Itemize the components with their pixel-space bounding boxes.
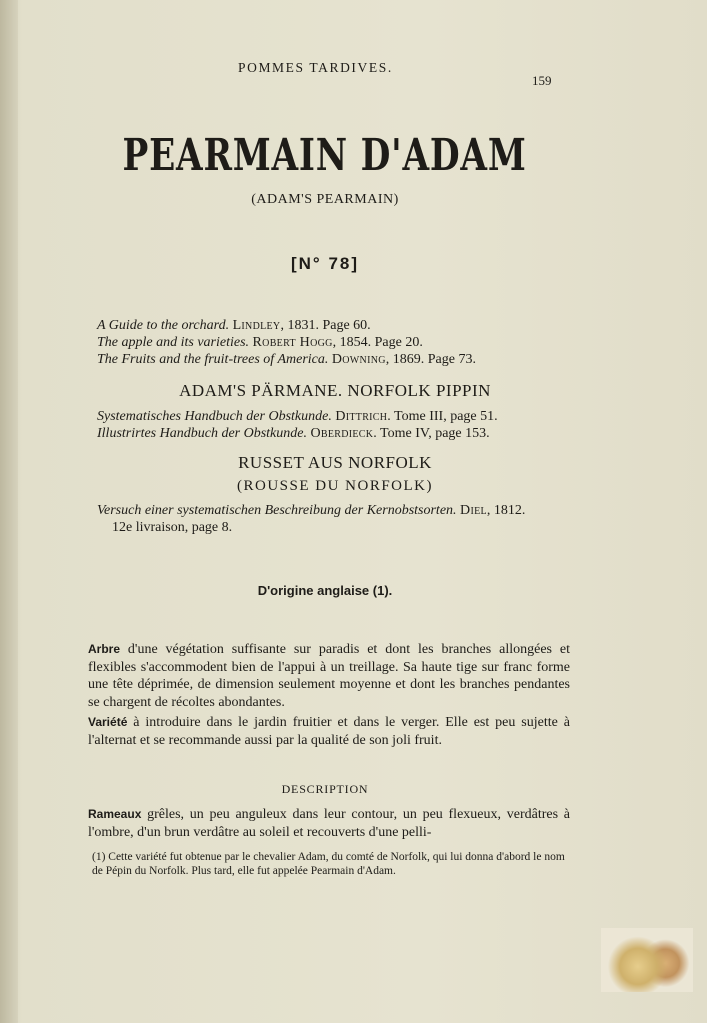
reference-line [97,409,498,425]
origin-heading: D'origine anglaise (1). [257,583,393,598]
reference-author: Dittrich [335,409,388,424]
paragraph-lead: Arbre [88,642,121,656]
page-number: 159 [532,73,552,88]
reference-rest: , 1831. Page 60. [280,318,371,333]
synonym-heading: ADAM'S PÄRMANE. NORFOLK PIPPIN [179,381,491,400]
synonym-subheading: (ROUSSE DU NORFOLK) [236,478,433,494]
page-subtitle: (ADAM'S PEARMAIN) [251,192,399,207]
paragraph-lead: Rameaux [88,807,142,821]
reference-line [97,503,525,519]
reference-author: Oberdieck [310,426,374,441]
variety-number: [N° 78] [290,254,360,273]
page-title: PEARMAIN D'ADAM [122,130,527,181]
reference-title: The apple and its varieties. [97,335,250,350]
reference-line-continued: 12e livraison, page 8. [112,520,233,535]
reference-line [97,426,490,442]
footnote: (1) Cette variété fut obtenue par le chevalier Adam, du comté de Norfolk, qui lui donna d'abord le nom de Pépin du Norfolk. Plus tard, elle fut appelée Pearmain d'Adam. [92,851,565,877]
fruit-thumbnail [601,928,693,992]
reference-line [97,352,476,368]
paragraph-arbre [88,641,570,711]
running-head: POMMES TARDIVES. [238,60,393,75]
paragraph-text: d'une végétation suffisante sur paradis et dont les branches allongées et flexibles s'accommodent bien de l'appui à un treillage. Sa haute tige sur franc forme une tête déprimée, de dimension seulement moyenne et dont les branches pendantes se chargent de récoltes abondantes. [88,642,570,710]
reference-rest: . Tome III, page 51. [387,409,498,424]
reference-title: The Fruits and the fruit-trees of America. [97,352,329,367]
reference-author: Diel [460,503,487,518]
reference-title: Illustrirtes Handbuch der Obstkunde. [97,426,307,441]
description-heading: DESCRIPTION [281,782,369,796]
reference-author: Robert Hogg [252,335,333,350]
paragraph-lead: Variété [88,715,128,729]
reference-rest: , 1869. Page 73. [385,352,476,367]
paragraph-text: à introduire dans le jardin fruitier et dans le verger. Elle est peu sujette à l'alternat et se recommande aussi par la qualité de son joli fruit. [88,715,570,748]
reference-title: Systematisches Handbuch der Obstkunde. [97,409,332,424]
paragraph-text: grêles, un peu anguleux dans leur contour, un peu flexueux, verdâtres à l'ombre, d'un brun verdâtre au soleil et recouverts d'une pelli- [88,807,570,840]
reference-rest: , 1812. [486,503,526,518]
reference-rest: , 1854. Page 20. [332,335,423,350]
reference-author: Lindley [232,318,281,333]
reference-line [97,318,371,334]
paragraph-rameaux [88,806,570,841]
reference-author: Downing [331,352,386,367]
reference-line [97,335,423,351]
reference-title: Versuch einer systematischen Beschreibung der Kernobstsorten. [97,503,457,518]
reference-rest: . Tome IV, page 153. [373,426,490,441]
book-gutter [0,0,18,1023]
paragraph-variete [88,714,570,749]
reference-title: A Guide to the orchard. [97,318,230,333]
synonym-heading: RUSSET AUS NORFOLK [238,453,432,472]
